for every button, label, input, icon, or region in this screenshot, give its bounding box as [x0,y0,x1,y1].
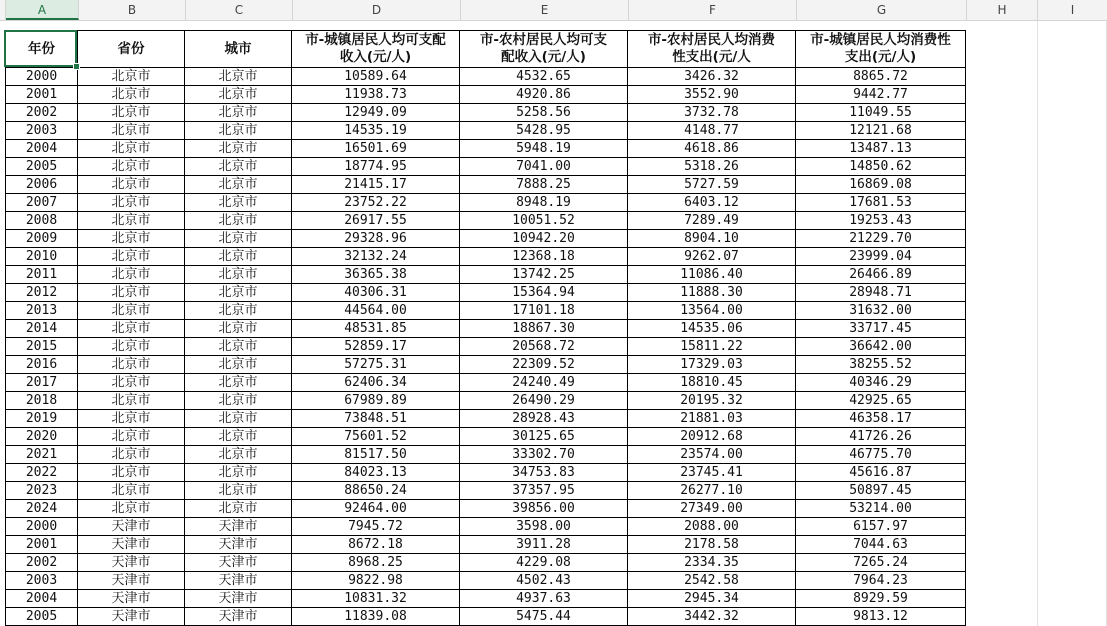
cell-rural-consumption[interactable]: 8904.10 [628,230,796,248]
cell-province[interactable]: 北京市 [78,248,185,266]
table-row [5,392,966,410]
table-row [5,482,966,500]
cell-rural-income[interactable]: 4229.08 [460,554,628,572]
cell-city[interactable]: 北京市 [185,122,292,140]
table-row [5,248,966,266]
cell-year[interactable]: 2009 [5,230,78,248]
cell-rural-income[interactable]: 10942.20 [460,230,628,248]
table-row [5,266,966,284]
cell-year[interactable]: 2014 [5,320,78,338]
cell-urban-income[interactable]: 21415.17 [292,176,460,194]
cell-urban-income[interactable]: 40306.31 [292,284,460,302]
cell-urban-consumption[interactable]: 16869.08 [796,176,966,194]
cell-city[interactable]: 北京市 [185,338,292,356]
cell-rural-income[interactable]: 13742.25 [460,266,628,284]
cell-rural-consumption[interactable]: 27349.00 [628,500,796,518]
cell-rural-consumption[interactable]: 3442.32 [628,608,796,626]
cell-province[interactable]: 天津市 [78,518,185,536]
cell-rural-income[interactable]: 3598.00 [460,518,628,536]
column-header-d[interactable]: D [293,0,461,20]
cell-city[interactable]: 北京市 [185,194,292,212]
header-row [5,30,966,68]
cell-urban-income[interactable]: 7945.72 [292,518,460,536]
table-row [5,410,966,428]
cell-year[interactable]: 2000 [5,518,78,536]
cell-year[interactable]: 2013 [5,302,78,320]
cell-province[interactable]: 北京市 [78,374,185,392]
cell-rural-consumption[interactable]: 15811.22 [628,338,796,356]
cell-city[interactable]: 北京市 [185,104,292,122]
cell-province[interactable]: 北京市 [78,392,185,410]
cell-year[interactable]: 2012 [5,284,78,302]
cell-urban-income[interactable]: 10589.64 [292,68,460,86]
cell-province[interactable]: 北京市 [78,284,185,302]
table-row [5,608,966,626]
cell-urban-consumption[interactable]: 36642.00 [796,338,966,356]
cell-rural-income[interactable]: 39856.00 [460,500,628,518]
cell-year[interactable]: 2002 [5,554,78,572]
cell-year[interactable]: 2010 [5,248,78,266]
cell-urban-income[interactable]: 16501.69 [292,140,460,158]
sheet-grid [5,30,966,626]
cell-urban-income[interactable]: 8968.25 [292,554,460,572]
table-row [5,284,966,302]
cell-urban-consumption[interactable]: 45616.87 [796,464,966,482]
cell-year[interactable]: 2008 [5,212,78,230]
table-row [5,86,966,104]
cell-rural-income[interactable]: 15364.94 [460,284,628,302]
cell-rural-consumption[interactable]: 5727.59 [628,176,796,194]
cell-rural-income[interactable]: 37357.95 [460,482,628,500]
cell-urban-consumption[interactable]: 7044.63 [796,536,966,554]
cell-rural-income[interactable]: 5258.56 [460,104,628,122]
cell-rural-consumption[interactable]: 2945.34 [628,590,796,608]
cell-year[interactable]: 2022 [5,464,78,482]
cell-province[interactable]: 天津市 [78,572,185,590]
cell-rural-income[interactable]: 17101.18 [460,302,628,320]
cell-urban-income[interactable]: 18774.95 [292,158,460,176]
cell-province[interactable]: 北京市 [78,86,185,104]
cell-rural-consumption[interactable]: 6403.12 [628,194,796,212]
cell-urban-consumption[interactable]: 33717.45 [796,320,966,338]
cell-urban-consumption[interactable]: 7964.23 [796,572,966,590]
cell-city[interactable]: 北京市 [185,284,292,302]
cell-city[interactable]: 北京市 [185,212,292,230]
cell-urban-income[interactable]: 14535.19 [292,122,460,140]
cell-urban-income[interactable]: 81517.50 [292,446,460,464]
cell-city[interactable]: 天津市 [185,554,292,572]
cell-city[interactable]: 北京市 [185,374,292,392]
cell-rural-consumption[interactable]: 18810.45 [628,374,796,392]
cell-urban-income[interactable]: 92464.00 [292,500,460,518]
cell-rural-consumption[interactable]: 14535.06 [628,320,796,338]
cell-province[interactable]: 北京市 [78,356,185,374]
cell-city[interactable]: 天津市 [185,536,292,554]
header-cell-province[interactable]: 省份 [78,30,185,68]
cell-urban-consumption[interactable]: 7265.24 [796,554,966,572]
table-row [5,194,966,212]
cell-city[interactable]: 北京市 [185,482,292,500]
cell-city[interactable]: 北京市 [185,86,292,104]
cell-year[interactable]: 2011 [5,266,78,284]
table-row [5,356,966,374]
cell-rural-income[interactable]: 30125.65 [460,428,628,446]
table-row [5,446,966,464]
cell-urban-consumption[interactable]: 50897.45 [796,482,966,500]
cell-rural-consumption[interactable]: 13564.00 [628,302,796,320]
header-cell-city[interactable]: 城市 [185,30,292,68]
cell-year[interactable]: 2005 [5,158,78,176]
cell-province[interactable]: 北京市 [78,158,185,176]
cell-rural-income[interactable]: 4920.86 [460,86,628,104]
cell-rural-income[interactable]: 7041.00 [460,158,628,176]
cell-city[interactable]: 北京市 [185,302,292,320]
cell-rural-consumption[interactable]: 21881.03 [628,410,796,428]
cell-city[interactable]: 北京市 [185,500,292,518]
cell-urban-consumption[interactable]: 6157.97 [796,518,966,536]
table-row [5,428,966,446]
cell-city[interactable]: 北京市 [185,392,292,410]
cell-urban-income[interactable]: 44564.00 [292,302,460,320]
cell-urban-income[interactable]: 26917.55 [292,212,460,230]
cell-city[interactable]: 天津市 [185,590,292,608]
cell-rural-consumption[interactable]: 7289.49 [628,212,796,230]
cell-urban-income[interactable]: 88650.24 [292,482,460,500]
cell-urban-consumption[interactable]: 38255.52 [796,356,966,374]
column-header-g[interactable]: G [797,0,967,20]
cell-urban-consumption[interactable]: 8865.72 [796,68,966,86]
cell-year[interactable]: 2024 [5,500,78,518]
cell-urban-income[interactable]: 67989.89 [292,392,460,410]
cell-rural-consumption[interactable]: 2088.00 [628,518,796,536]
cell-urban-consumption[interactable]: 13487.13 [796,140,966,158]
table-row [5,536,966,554]
cell-rural-consumption[interactable]: 5318.26 [628,158,796,176]
cell-province[interactable]: 北京市 [78,212,185,230]
header-cell-rural-income[interactable]: 市-农村居民人均可支配收入(元/人) [460,30,628,68]
cell-urban-consumption[interactable]: 11049.55 [796,104,966,122]
cell-rural-income[interactable]: 12368.18 [460,248,628,266]
cell-rural-consumption[interactable]: 20912.68 [628,428,796,446]
cell-urban-consumption[interactable]: 12121.68 [796,122,966,140]
table-row [5,554,966,572]
cell-urban-consumption[interactable]: 46775.70 [796,446,966,464]
cell-rural-consumption[interactable]: 23574.00 [628,446,796,464]
cell-year[interactable]: 2003 [5,122,78,140]
cell-urban-income[interactable]: 12949.09 [292,104,460,122]
cell-urban-consumption[interactable]: 9813.12 [796,608,966,626]
table-row [5,140,966,158]
cell-urban-income[interactable]: 32132.24 [292,248,460,266]
cell-urban-consumption[interactable]: 40346.29 [796,374,966,392]
cell-city[interactable]: 北京市 [185,158,292,176]
cell-province[interactable]: 北京市 [78,464,185,482]
cell-urban-income[interactable]: 8672.18 [292,536,460,554]
cell-year[interactable]: 2004 [5,140,78,158]
cell-urban-income[interactable]: 11938.73 [292,86,460,104]
cell-city[interactable]: 北京市 [185,356,292,374]
cell-urban-consumption[interactable]: 14850.62 [796,158,966,176]
cell-province[interactable]: 北京市 [78,194,185,212]
column-header-a[interactable]: A [6,0,79,20]
cell-urban-income[interactable]: 75601.52 [292,428,460,446]
cell-year[interactable]: 2018 [5,392,78,410]
cell-province[interactable]: 北京市 [78,338,185,356]
cell-province[interactable]: 北京市 [78,176,185,194]
cell-year[interactable]: 2023 [5,482,78,500]
cell-year[interactable]: 2005 [5,608,78,626]
cell-rural-income[interactable]: 22309.52 [460,356,628,374]
cell-rural-income[interactable]: 34753.83 [460,464,628,482]
cell-city[interactable]: 北京市 [185,446,292,464]
cell-year[interactable]: 2016 [5,356,78,374]
cell-rural-income[interactable]: 33302.70 [460,446,628,464]
cell-urban-consumption[interactable]: 23999.04 [796,248,966,266]
cell-year[interactable]: 2021 [5,446,78,464]
fill-handle[interactable] [73,63,80,70]
cell-rural-consumption[interactable]: 3552.90 [628,86,796,104]
cell-city[interactable]: 北京市 [185,320,292,338]
cell-rural-consumption[interactable]: 11086.40 [628,266,796,284]
cell-province[interactable]: 天津市 [78,554,185,572]
column-header-h[interactable]: H [967,0,1038,20]
cell-province[interactable]: 北京市 [78,122,185,140]
column-header-i[interactable]: I [1038,0,1107,20]
table-row [5,518,966,536]
header-cell-rural-consumption[interactable]: 市-农村居民人均消费性支出(元/人 [628,30,796,68]
table-row [5,158,966,176]
cell-rural-consumption[interactable]: 26277.10 [628,482,796,500]
cell-city[interactable]: 北京市 [185,428,292,446]
table-row [5,590,966,608]
column-header-f[interactable]: F [629,0,797,20]
cell-rural-income[interactable]: 4532.65 [460,68,628,86]
cell-province[interactable]: 北京市 [78,140,185,158]
column-header-c[interactable]: C [186,0,293,20]
cell-year[interactable]: 2019 [5,410,78,428]
table-row [5,500,966,518]
table-row [5,572,966,590]
cell-rural-consumption[interactable]: 4148.77 [628,122,796,140]
cell-rural-income[interactable]: 26490.29 [460,392,628,410]
cell-year[interactable]: 2020 [5,428,78,446]
cell-province[interactable]: 天津市 [78,608,185,626]
cell-urban-income[interactable]: 23752.22 [292,194,460,212]
cell-rural-income[interactable]: 20568.72 [460,338,628,356]
cell-rural-consumption[interactable]: 9262.07 [628,248,796,266]
cell-rural-income[interactable]: 28928.43 [460,410,628,428]
cell-rural-consumption[interactable]: 17329.03 [628,356,796,374]
header-cell-urban-consumption[interactable]: 市-城镇居民人均消费性支出(元/人) [796,30,966,68]
cell-rural-consumption[interactable]: 2178.58 [628,536,796,554]
cell-urban-income[interactable]: 52859.17 [292,338,460,356]
header-cell-urban-income[interactable]: 市-城镇居民人均可支配收入(元/人) [292,30,460,68]
table-row [5,230,966,248]
cell-year[interactable]: 2001 [5,86,78,104]
cell-urban-consumption[interactable]: 26466.89 [796,266,966,284]
cell-province[interactable]: 天津市 [78,536,185,554]
cell-urban-income[interactable]: 57275.31 [292,356,460,374]
cell-city[interactable]: 天津市 [185,572,292,590]
cell-urban-consumption[interactable]: 28948.71 [796,284,966,302]
cell-province[interactable]: 北京市 [78,104,185,122]
cell-year[interactable]: 2015 [5,338,78,356]
cell-rural-income[interactable]: 7888.25 [460,176,628,194]
cell-province[interactable]: 北京市 [78,482,185,500]
cell-city[interactable]: 北京市 [185,140,292,158]
cell-rural-income[interactable]: 3911.28 [460,536,628,554]
cell-urban-income[interactable]: 84023.13 [292,464,460,482]
cell-urban-income[interactable]: 36365.38 [292,266,460,284]
table-row [5,374,966,392]
cell-year[interactable]: 2003 [5,572,78,590]
cell-rural-income[interactable]: 8948.19 [460,194,628,212]
cell-province[interactable]: 北京市 [78,410,185,428]
cell-city[interactable]: 北京市 [185,68,292,86]
cell-city[interactable]: 北京市 [185,464,292,482]
column-header-e[interactable]: E [461,0,629,20]
cell-province[interactable]: 北京市 [78,320,185,338]
cell-year[interactable]: 2007 [5,194,78,212]
cell-year[interactable]: 2000 [5,68,78,86]
cell-urban-consumption[interactable]: 53214.00 [796,500,966,518]
header-cell-year[interactable]: 年份 [5,30,78,68]
cell-rural-income[interactable]: 4937.63 [460,590,628,608]
cell-city[interactable]: 北京市 [185,248,292,266]
table-row [5,68,966,86]
cell-rural-consumption[interactable]: 3732.78 [628,104,796,122]
table-row [5,464,966,482]
column-header-b[interactable]: B [79,0,186,20]
column-header-bar [0,0,1107,21]
cell-rural-income[interactable]: 5948.19 [460,140,628,158]
cell-urban-consumption[interactable]: 21229.70 [796,230,966,248]
cell-province[interactable]: 北京市 [78,428,185,446]
cell-rural-income[interactable]: 24240.49 [460,374,628,392]
table-row [5,302,966,320]
cell-rural-consumption[interactable]: 11888.30 [628,284,796,302]
cell-rural-income[interactable]: 18867.30 [460,320,628,338]
cell-city[interactable]: 北京市 [185,410,292,428]
cell-urban-consumption[interactable]: 46358.17 [796,410,966,428]
cell-urban-consumption[interactable]: 9442.77 [796,86,966,104]
cell-city[interactable]: 北京市 [185,230,292,248]
cell-urban-consumption[interactable]: 31632.00 [796,302,966,320]
cell-year[interactable]: 2017 [5,374,78,392]
cell-urban-income[interactable]: 73848.51 [292,410,460,428]
cell-urban-income[interactable]: 11839.08 [292,608,460,626]
cell-province[interactable]: 北京市 [78,302,185,320]
cell-urban-income[interactable]: 62406.34 [292,374,460,392]
cell-rural-consumption[interactable]: 2334.35 [628,554,796,572]
cell-province[interactable]: 天津市 [78,590,185,608]
cell-year[interactable]: 2004 [5,590,78,608]
cell-city[interactable]: 天津市 [185,608,292,626]
cell-year[interactable]: 2006 [5,176,78,194]
cell-rural-consumption[interactable]: 2542.58 [628,572,796,590]
cell-rural-consumption[interactable]: 4618.86 [628,140,796,158]
cell-urban-consumption[interactable]: 19253.43 [796,212,966,230]
cell-province[interactable]: 北京市 [78,500,185,518]
cell-city[interactable]: 天津市 [185,518,292,536]
cell-rural-consumption[interactable]: 3426.32 [628,68,796,86]
cell-rural-income[interactable]: 5428.95 [460,122,628,140]
cell-urban-consumption[interactable]: 41726.26 [796,428,966,446]
table-row [5,338,966,356]
cell-province[interactable]: 北京市 [78,68,185,86]
cell-province[interactable]: 北京市 [78,230,185,248]
cell-province[interactable]: 北京市 [78,266,185,284]
cell-city[interactable]: 北京市 [185,266,292,284]
cell-rural-income[interactable]: 4502.43 [460,572,628,590]
table-row [5,122,966,140]
cell-urban-consumption[interactable]: 42925.65 [796,392,966,410]
cell-rural-income[interactable]: 5475.44 [460,608,628,626]
cell-urban-income[interactable]: 9822.98 [292,572,460,590]
cell-year[interactable]: 2002 [5,104,78,122]
cell-year[interactable]: 2001 [5,536,78,554]
cell-urban-income[interactable]: 29328.96 [292,230,460,248]
cell-province[interactable]: 北京市 [78,446,185,464]
cell-rural-income[interactable]: 10051.52 [460,212,628,230]
table-row [5,104,966,122]
cell-rural-consumption[interactable]: 20195.32 [628,392,796,410]
cell-urban-income[interactable]: 48531.85 [292,320,460,338]
table-row [5,320,966,338]
table-row [5,212,966,230]
cell-urban-consumption[interactable]: 17681.53 [796,194,966,212]
cell-city[interactable]: 北京市 [185,176,292,194]
cell-urban-consumption[interactable]: 8929.59 [796,590,966,608]
cell-rural-consumption[interactable]: 23745.41 [628,464,796,482]
table-row [5,176,966,194]
cell-urban-income[interactable]: 10831.32 [292,590,460,608]
